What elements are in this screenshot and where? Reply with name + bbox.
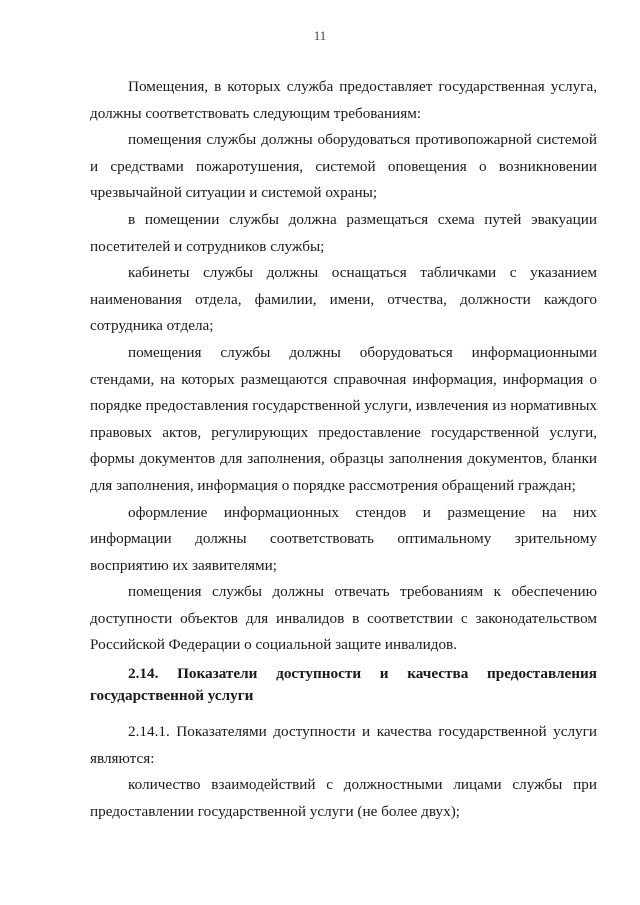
paragraph-fire-safety: помещения службы должны оборудоваться противопожарной системой и средствами пожаротушения, системой оповещения о возникновении чрезвычайной ситуации и системой охраны; xyxy=(90,131,597,202)
paragraph-stand-design: оформление информационных стендов и размещение на них информации должны соответствовать оптимальному зрительному восприятию их заявителями; xyxy=(90,503,597,574)
paragraph-interactions-count: количество взаимодействий с должностными лицами службы при предоставлении государственной услуги (не более двух); xyxy=(90,776,597,820)
paragraph-premises-requirements: Помещения, в которых служба предоставляет государственная услуга, должны соответствовать следующим требованиям: xyxy=(90,78,597,122)
paragraph-accessibility: помещения службы должны отвечать требованиям к обеспечению доступности объектов для инвалидов в соответствии с законодательством Российской Федерации о социальной защите инвалидов. xyxy=(90,583,597,654)
page-number: 11 xyxy=(313,28,327,43)
paragraph-evacuation-scheme: в помещении службы должна размещаться схема путей эвакуации посетителей и сотрудников службы; xyxy=(90,210,597,255)
document-body xyxy=(90,74,597,825)
paragraph-info-stands: помещения службы должны оборудоваться информационными стендами, на которых размещаются справочная информация, информация о порядке предоставления государственной услуги, извлечения из нормативных правовых актов, регулирующих предоставление государственной услуги, формы документов для заполнения, образцы заполнения документов, бланки для заполнения, информация о порядке рассмотрения обращений граждан; xyxy=(90,343,597,494)
section-heading: 2.14. Показатели доступности и качества предоставления государственной услуги xyxy=(90,665,597,705)
paragraph-indicators-intro: 2.14.1. Показателями доступности и качества государственной услуги являются: xyxy=(90,723,597,767)
paragraph-office-signs: кабинеты службы должны оснащаться табличками с указанием наименования отдела, фамилии, имени, отчества, должности каждого сотрудника отдела; xyxy=(90,264,597,335)
